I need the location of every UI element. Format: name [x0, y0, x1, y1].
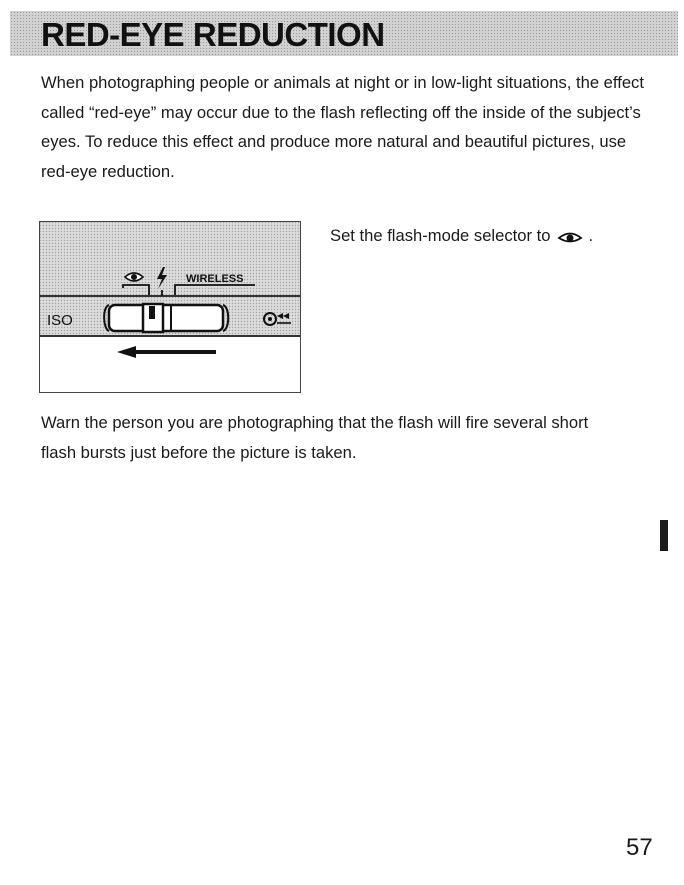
page-number: 57 [626, 834, 653, 861]
flash-mode-switch [104, 304, 228, 332]
instruction-period: . [588, 226, 594, 245]
intro-paragraph: When photographing people or animals at night or in low-light situations, the effect called “red-eye” may occur due to the flash reflecting off the inside of the subject’s eyes. To reduce this effect and produce more natural and beautiful pictures, use red-eye reduction. [41, 73, 644, 181]
warning-paragraph: Warn the person you are photographing that the flash will fire several short flash bursts just before the picture is taken. [41, 413, 589, 462]
instruction-text [330, 226, 593, 246]
instruction-label: Set the flash-mode selector to [330, 226, 551, 245]
red-eye-icon [556, 229, 584, 245]
wireless-label: WIRELESS [186, 273, 244, 285]
page-title: RED-EYE REDUCTION [41, 16, 385, 53]
red-eye-icon [125, 273, 143, 281]
iso-label: ISO [47, 312, 73, 329]
flash-mode-selector-diagram [39, 221, 301, 393]
section-edge-tab [660, 520, 668, 551]
